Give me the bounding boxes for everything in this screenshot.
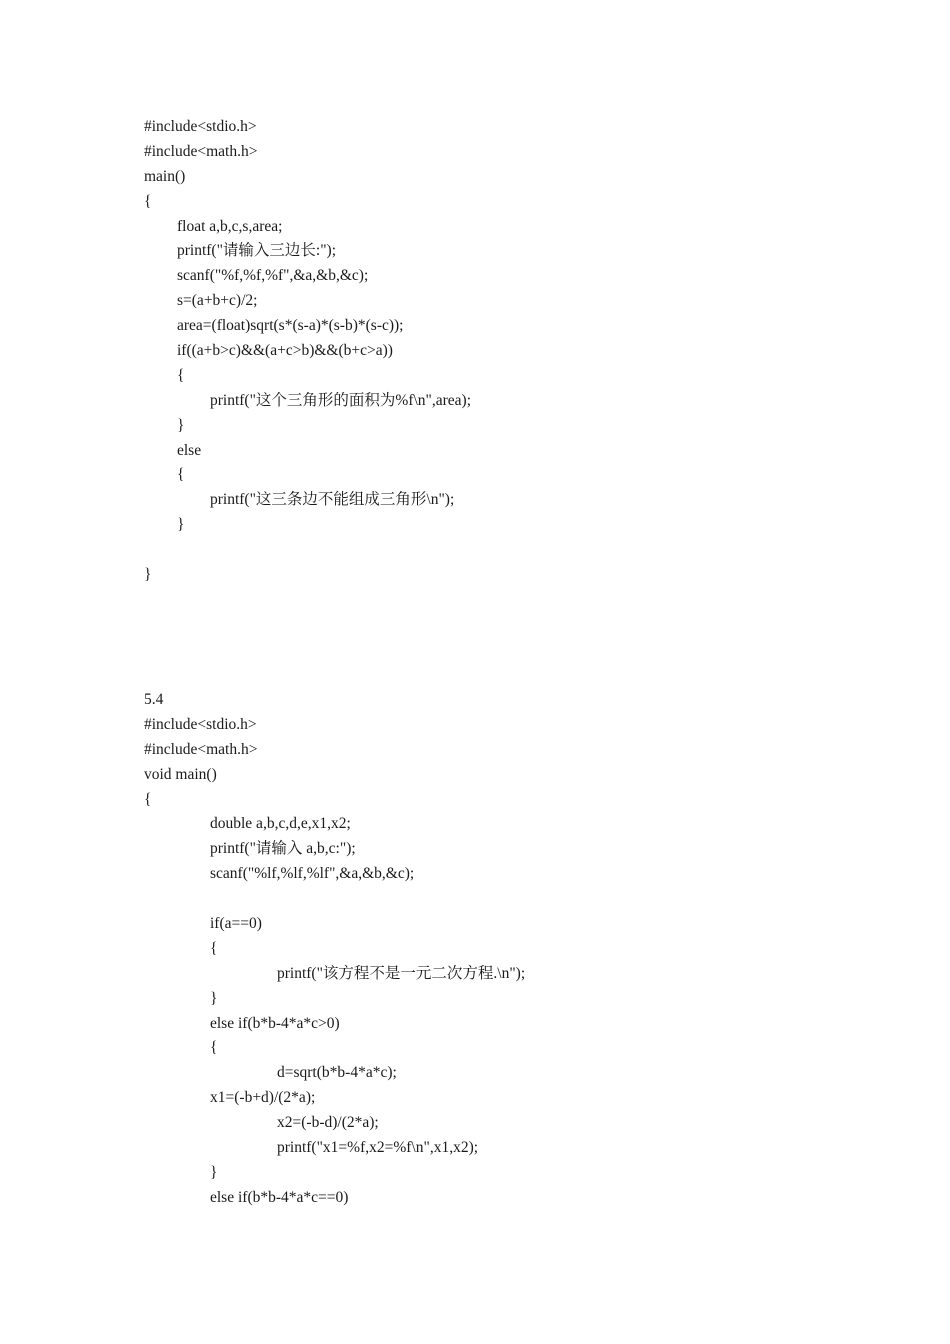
code-line: if(a==0): [210, 915, 262, 933]
code-line: void main(): [144, 765, 217, 783]
code-line: }: [144, 566, 152, 584]
code-line: {: [177, 366, 185, 384]
code-line: double a,b,c,d,e,x1,x2;: [210, 815, 351, 833]
code-line: }: [210, 989, 218, 1007]
code-line: }: [177, 416, 185, 434]
code-line: x1=(-b+d)/(2*a);: [210, 1089, 316, 1107]
code-line: scanf("%lf,%lf,%lf",&a,&b,&c);: [210, 865, 415, 883]
code-line: printf("这三条边不能组成三角形\n");: [210, 491, 455, 509]
code-block-triangle-area: [144, 115, 471, 588]
code-line: printf("x1=%f,x2=%f\n",x1,x2);: [277, 1139, 479, 1157]
code-line: #include<stdio.h>: [144, 715, 257, 733]
code-line: {: [144, 192, 152, 210]
code-line: }: [210, 1163, 218, 1181]
code-line: printf("请输入 a,b,c:");: [210, 840, 356, 858]
code-line-blank: [144, 538, 471, 563]
code-line: #include<math.h>: [144, 740, 258, 758]
code-line: {: [177, 466, 185, 484]
code-line: else if(b*b-4*a*c==0): [210, 1188, 349, 1206]
code-line: #include<stdio.h>: [144, 118, 257, 135]
code-line: {: [144, 790, 152, 808]
code-line: {: [210, 1039, 218, 1057]
code-line: printf("该方程不是一元二次方程.\n");: [277, 964, 526, 982]
code-block-quadratic-equation: [144, 688, 525, 1211]
code-line: main(): [144, 167, 186, 185]
code-line: d=sqrt(b*b-4*a*c);: [277, 1064, 397, 1082]
code-line: printf("请输入三边长:");: [177, 242, 337, 260]
code-line-blank: [144, 887, 525, 912]
code-line: if((a+b>c)&&(a+c>b)&&(b+c>a)): [177, 342, 393, 360]
code-line: scanf("%f,%f,%f",&a,&b,&c);: [177, 267, 369, 285]
section-number: 5.4: [144, 691, 164, 708]
code-line: else if(b*b-4*a*c>0): [210, 1014, 340, 1032]
code-line: s=(a+b+c)/2;: [177, 292, 258, 310]
code-line: float a,b,c,s,area;: [177, 217, 283, 235]
code-line: area=(float)sqrt(s*(s-a)*(s-b)*(s-c));: [177, 317, 404, 335]
code-line: else: [177, 441, 202, 459]
code-line: #include<math.h>: [144, 142, 258, 160]
code-line: x2=(-b-d)/(2*a);: [277, 1114, 379, 1132]
code-line: }: [177, 516, 185, 534]
code-line: {: [210, 939, 218, 957]
code-line: printf("这个三角形的面积为%f\n",area);: [210, 391, 472, 409]
